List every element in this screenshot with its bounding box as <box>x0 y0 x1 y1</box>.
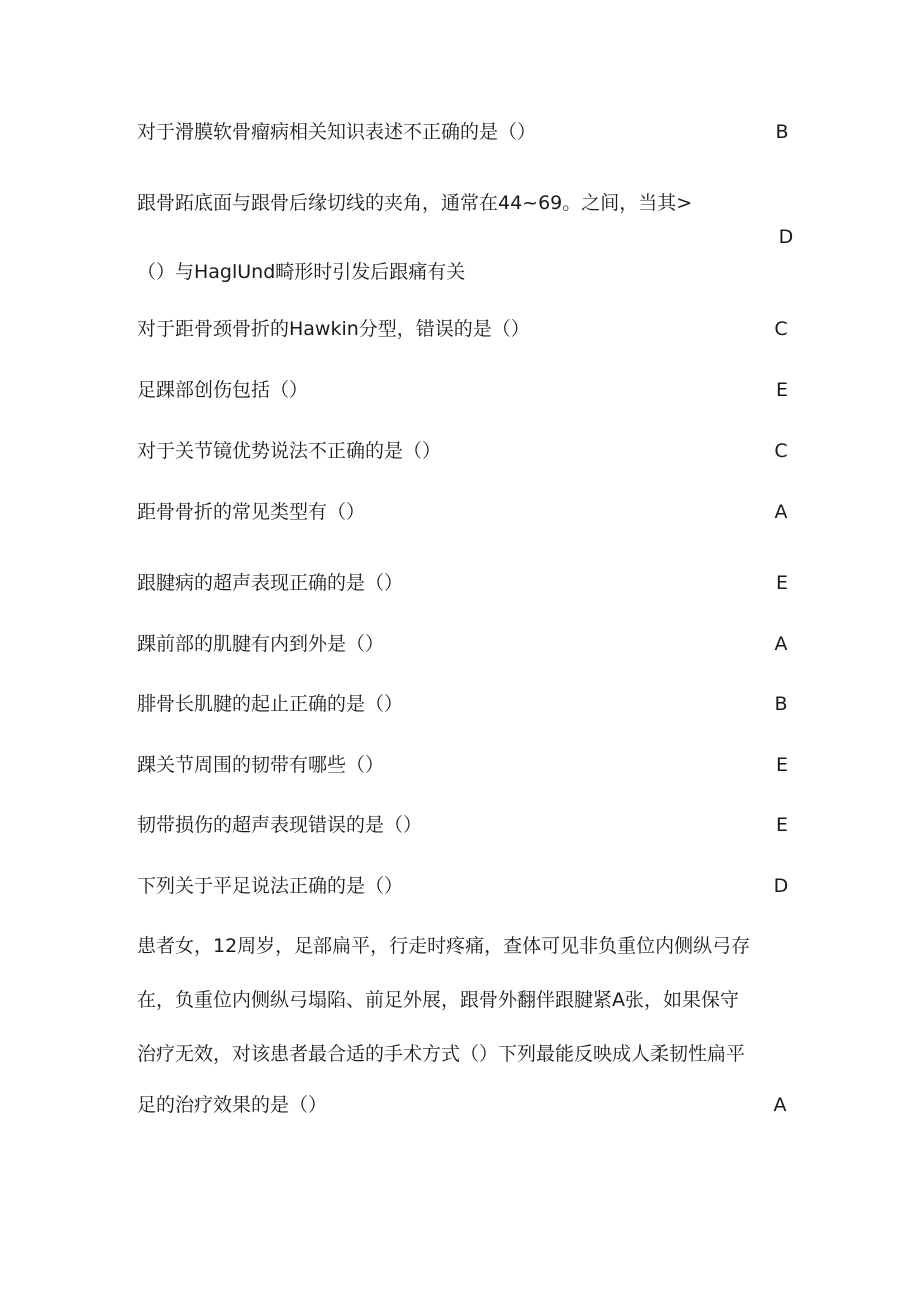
answer-letter: E <box>775 572 788 594</box>
question-text-line-2: （）与HaglUnd畸形时引发后跟痛有关 <box>137 261 466 283</box>
question-text: 腓骨长肌腱的起止正确的是（） <box>137 693 404 715</box>
answer-letter: E <box>775 754 788 776</box>
answer-letter: A <box>774 501 788 523</box>
question-row <box>0 689 920 719</box>
question-text: 对于滑膜软骨瘤病相关知识表述不正确的是（） <box>137 121 537 143</box>
answer-letter: D <box>773 875 789 897</box>
answer-letter: A <box>774 633 788 655</box>
question-paragraph-line <box>0 1039 920 1069</box>
question-text: 足踝部创伤包括（） <box>137 379 309 401</box>
answer-letter: B <box>775 121 789 143</box>
question-text-line-3: 治疗无效，对该患者最合适的手术方式（）下列最能反映成人柔韧性扁平 <box>137 1043 746 1065</box>
question-paragraph-line <box>0 931 920 961</box>
answer-letter: C <box>774 440 788 462</box>
question-row <box>0 810 920 840</box>
answer-letter: C <box>774 318 788 340</box>
answer-row <box>0 222 920 252</box>
question-row <box>0 629 920 659</box>
question-row <box>0 750 920 780</box>
question-text-line-1: 跟骨跖底面与跟骨后缘切线的夹角，通常在44~69。之间，当其> <box>137 192 693 214</box>
question-row <box>0 375 920 405</box>
question-text-line-2: 在，负重位内侧纵弓塌陷、前足外展，跟骨外翻伴跟腱紧A张，如果保守 <box>137 989 739 1011</box>
question-text: 踝关节周围的韧带有哪些（） <box>137 754 385 776</box>
question-text-line-1: 患者女，12周岁，足部扁平，行走时疼痛，查体可见非负重位内侧纵弓存 <box>137 935 751 957</box>
question-paragraph-line <box>0 985 920 1015</box>
question-row-continued <box>0 257 920 287</box>
question-text: 跟腱病的超声表现正确的是（） <box>137 572 404 594</box>
answer-letter: A <box>773 1094 787 1116</box>
question-row <box>0 188 920 218</box>
question-paragraph-line <box>0 1090 920 1120</box>
answer-letter: B <box>774 693 788 715</box>
question-row <box>0 436 920 466</box>
answer-letter: E <box>775 814 788 836</box>
question-text: 对于关节镜优势说法不正确的是（） <box>137 440 442 462</box>
question-row <box>0 871 920 901</box>
question-row <box>0 568 920 598</box>
answer-letter: D <box>778 226 794 248</box>
question-text: 韧带损伤的超声表现错误的是（） <box>137 814 423 836</box>
question-text: 下列关于平足说法正确的是（） <box>137 875 404 897</box>
question-text: 距骨骨折的常见类型有（） <box>137 501 366 523</box>
question-text: 踝前部的肌腱有内到外是（） <box>137 633 385 655</box>
answer-letter: E <box>775 379 788 401</box>
question-row <box>0 314 920 344</box>
question-text-line-4: 足的治疗效果的是（） <box>137 1094 328 1116</box>
question-row <box>0 497 920 527</box>
question-text: 对于距骨颈骨折的Hawkin分型，错误的是（） <box>137 318 530 340</box>
question-row <box>0 117 920 147</box>
